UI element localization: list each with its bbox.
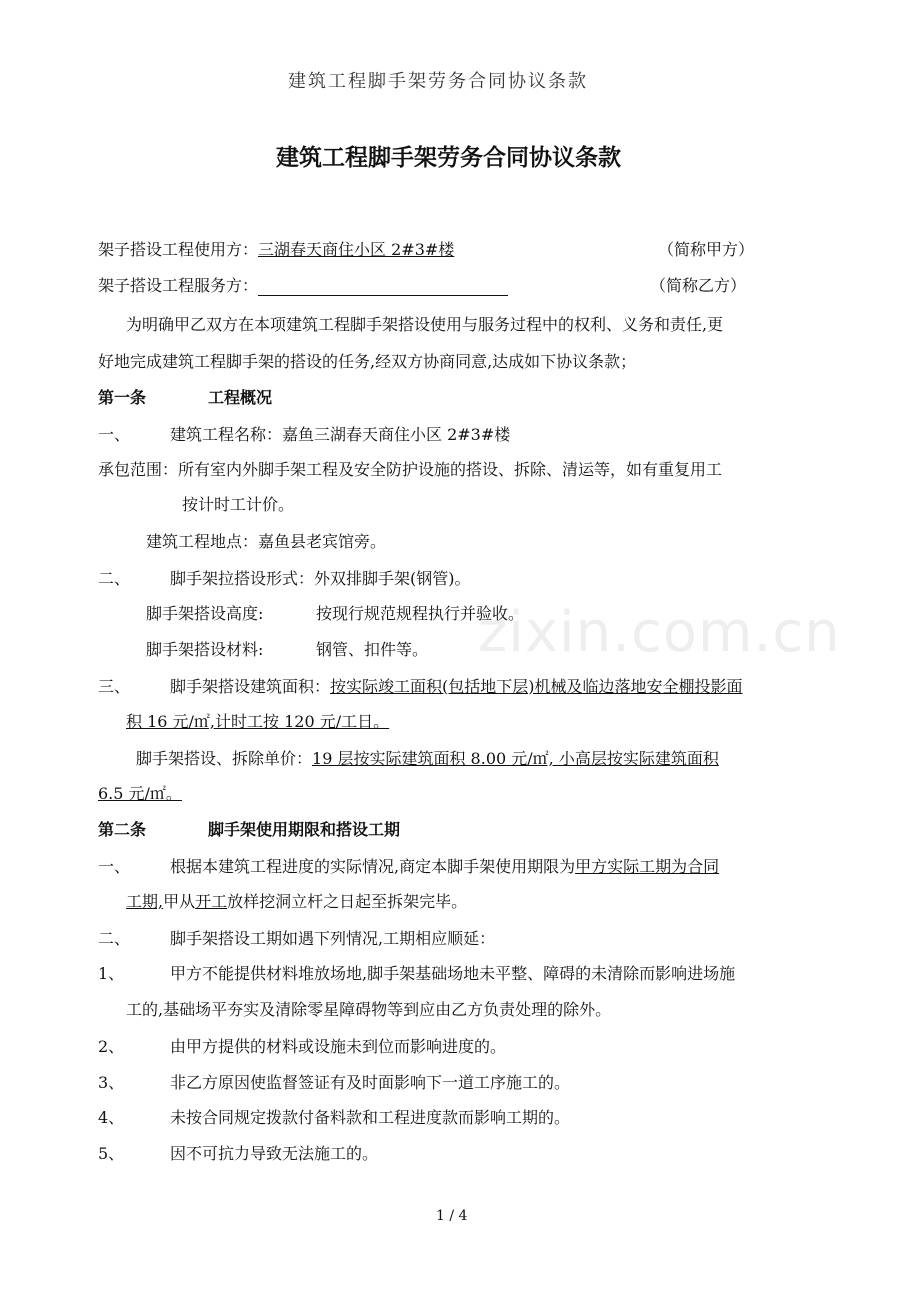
a2-case-3-text: 非乙方原因使监督签证有及时面影响下一道工序施工的。 — [170, 1073, 571, 1092]
a1-item3-value-1: 按实际竣工面积(包括地下层)机械及临边落地安全棚投影面 — [330, 677, 743, 696]
a2-case-2-text: 由甲方提供的材料或设施未到位而影响进度的。 — [170, 1037, 507, 1056]
a2-case-4-number: 4、 — [98, 1108, 125, 1127]
party-a-value: 三湖春天商住小区 2#3#楼 — [258, 240, 455, 259]
a1-item3-value-2: 积 16 元/㎡,计时工按 120 元/工日。 — [126, 712, 390, 731]
party-a-abbr: （简称甲方） — [658, 240, 755, 259]
a2-item1-text-c: 工期, — [126, 892, 164, 911]
a2-case-5-text: 因不可抗力导致无法施工的。 — [170, 1144, 379, 1163]
a1-material-label: 脚手架搭设材料: — [146, 640, 264, 659]
party-a-line — [98, 240, 454, 260]
a1-price-value-2: 6.5 元/㎡。 — [98, 784, 182, 803]
a2-case-5-number: 5、 — [98, 1144, 125, 1163]
a1-item3-line-1 — [170, 677, 743, 697]
a1-price-label: 脚手架搭设、拆除单价： — [136, 749, 313, 768]
a1-item1-number: 一、 — [98, 425, 131, 444]
party-b-blank — [258, 279, 508, 296]
a1-scope-line-1: 承包范围：所有室内外脚手架工程及安全防护设施的搭设、拆除、清运等，如有重复用工 — [98, 460, 723, 479]
a2-item1-text-e: 开工 — [195, 892, 228, 911]
a2-item1-line-2 — [126, 892, 467, 912]
party-a-label: 架子搭设工程使用方： — [98, 240, 259, 259]
watermark: zixin.com.cn — [478, 600, 841, 665]
a1-location: 建筑工程地点：嘉鱼县老宾馆旁。 — [146, 532, 387, 551]
a1-item3-label: 脚手架搭设建筑面积： — [170, 677, 331, 696]
page-number: 1 / 4 — [436, 1208, 468, 1224]
a2-item2-text: 脚手架搭设工期如遇下列情况,工期相应顺延： — [170, 929, 496, 948]
a1-item1-text: 建筑工程名称：嘉鱼三湖春天商住小区 2#3#楼 — [170, 425, 511, 444]
a1-height-label: 脚手架搭设高度: — [146, 604, 264, 623]
a2-item1-text-f: 放样挖洞立杆之日起至拆架完毕。 — [227, 892, 468, 911]
a1-height-value: 按现行规范规程执行并验收。 — [316, 604, 525, 623]
article-1-title: 工程概况 — [208, 388, 273, 407]
a2-item1-text-a: 根据本建筑工程进度的实际情况,商定本脚手架使用期限为 — [170, 857, 576, 876]
party-b-line — [98, 276, 508, 296]
a1-item3-number: 三、 — [98, 677, 131, 696]
a2-case-2-number: 2、 — [98, 1037, 125, 1056]
a1-price-line-1 — [136, 749, 719, 769]
a1-item2-text: 脚手架拉搭设形式：外双排脚手架(钢管)。 — [170, 569, 471, 588]
a2-item1-text-d: 甲从 — [163, 892, 196, 911]
a2-case-3-number: 3、 — [98, 1073, 125, 1092]
a2-case-1-continued: 工的,基础场平夯实及清除零星障碍物等到应由乙方负责处理的除外。 — [126, 1000, 612, 1019]
party-b-label: 架子搭设工程服务方： — [98, 276, 259, 295]
a2-case-1-text: 甲方不能提供材料堆放场地,脚手架基础场地未平整、障碍的未清除而影响进场施 — [170, 964, 736, 983]
article-1-number: 第一条 — [98, 388, 147, 407]
intro-line-2: 好地完成建筑工程脚手架的搭设的任务,经双方协商同意,达成如下协议条款； — [98, 352, 637, 371]
a1-item2-number: 二、 — [98, 569, 131, 588]
a1-scope-line-2: 按计时工计价。 — [182, 495, 295, 514]
article-2-number: 第二条 — [98, 820, 147, 839]
a2-case-1-number: 1、 — [98, 964, 125, 983]
a1-material-value: 钢管、扣件等。 — [316, 640, 429, 659]
article-2-title: 脚手架使用期限和搭设工期 — [208, 820, 401, 839]
a2-item2-number: 二、 — [98, 929, 131, 948]
a2-item1-text-b: 甲方实际工期为合同 — [575, 857, 720, 876]
intro-line-1: 为明确甲乙双方在本项建筑工程脚手架搭设使用与服务过程中的权利、义务和责任,更 — [126, 315, 724, 334]
a1-price-value-1: 19 层按实际建筑面积 8.00 元/㎡, 小高层按实际建筑面积 — [312, 749, 719, 768]
running-header: 建筑工程脚手架劳务合同协议条款 — [288, 71, 588, 92]
a2-item1-line-1 — [170, 857, 719, 877]
a2-case-4-text: 未按合同规定拨款付备料款和工程进度款而影响工期的。 — [170, 1108, 571, 1127]
document-title: 建筑工程脚手架劳务合同协议条款 — [276, 145, 621, 171]
party-b-abbr: （简称乙方） — [650, 276, 747, 295]
a2-item1-number: 一、 — [98, 857, 131, 876]
